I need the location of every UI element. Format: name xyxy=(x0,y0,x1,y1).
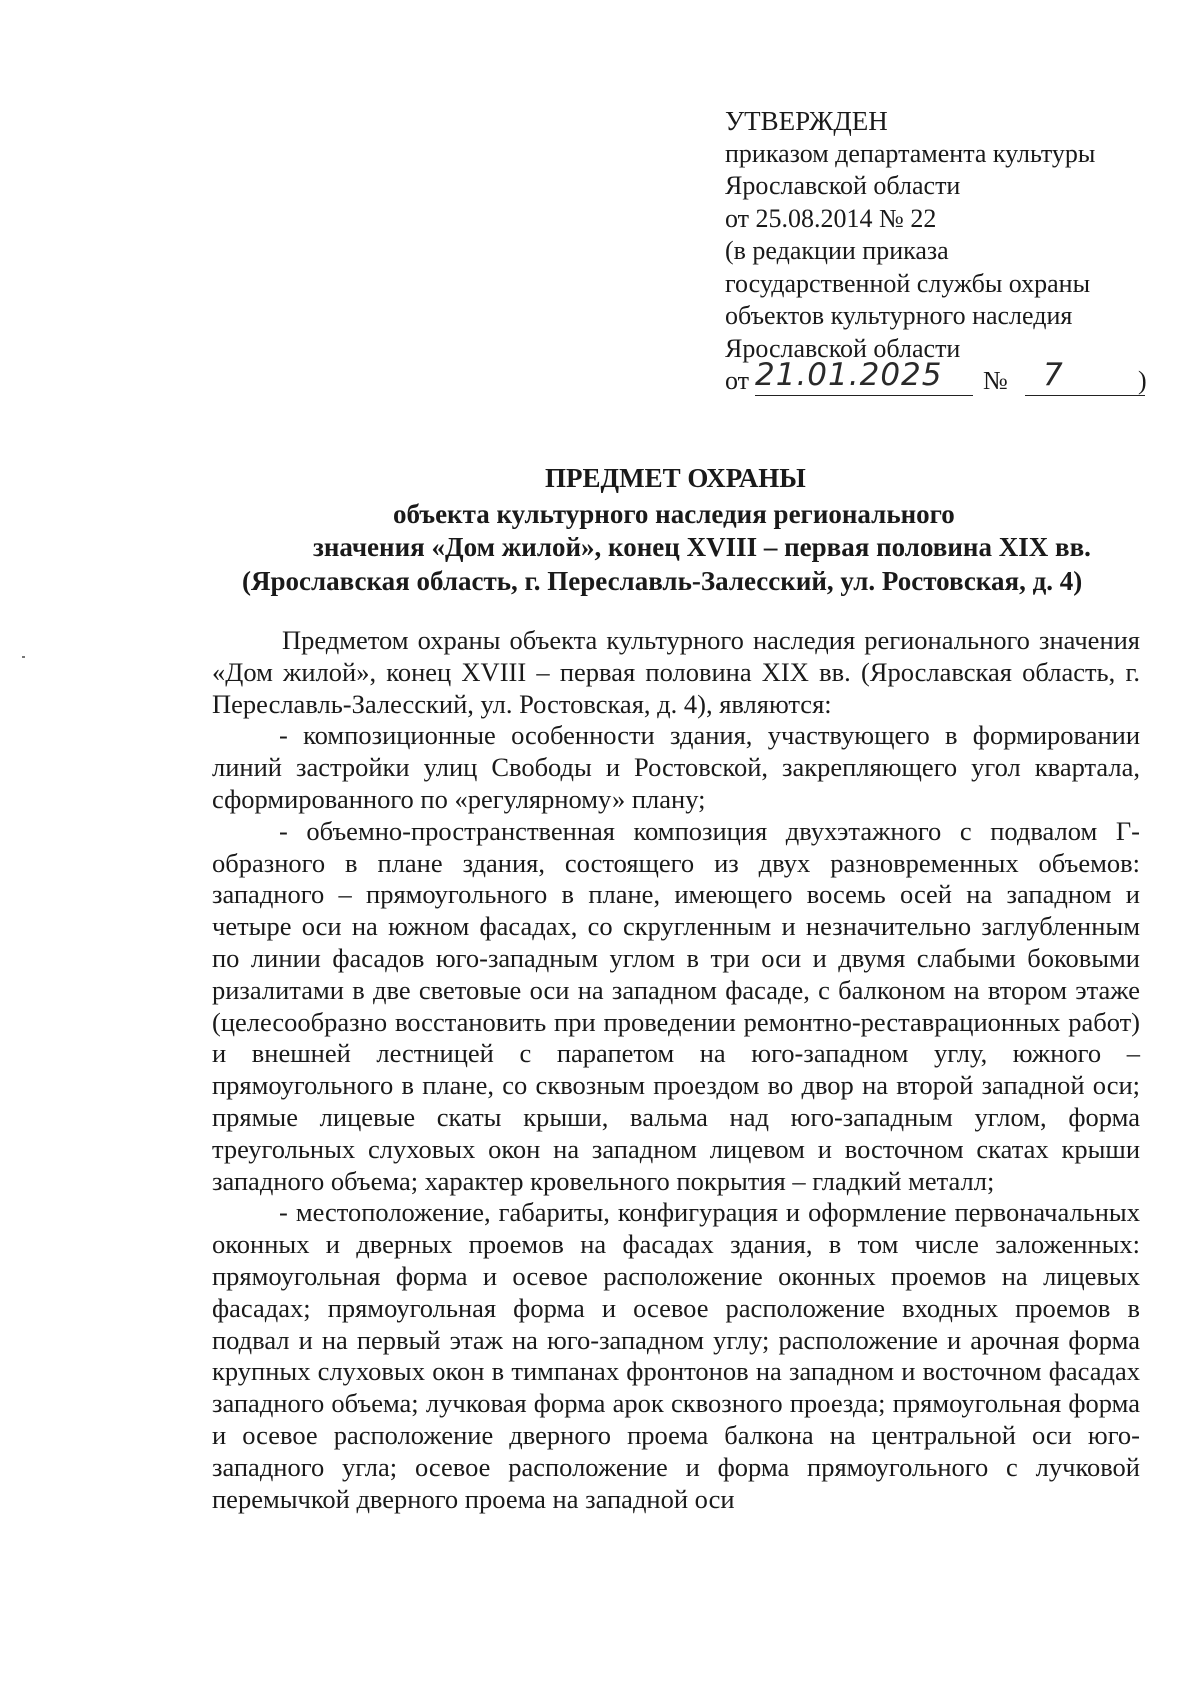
document-body xyxy=(212,625,1140,1515)
approval-line: Ярославской области xyxy=(725,333,961,363)
list-item: - композиционные особенности здания, участвующего в формировании линий застройки улиц Свободы и Ростовской, закрепляющего угол квартала, сформированного по «регулярному» плану; xyxy=(212,720,1140,814)
document-title: ПРЕДМЕТ ОХРАНЫ xyxy=(545,463,806,493)
approval-line: Ярославской области xyxy=(725,171,961,200)
title-line-3: (Ярославская область, г. Переславль-Залесский, ул. Ростовская, д. 4) xyxy=(242,566,1083,596)
number-label: № xyxy=(983,366,1008,395)
title-line-1: объекта культурного наследия регионального xyxy=(393,499,955,529)
approval-line: приказом департамента культуры xyxy=(725,138,1096,168)
approval-line: (в редакции приказа xyxy=(725,236,949,265)
handwritten-number: 7 xyxy=(1043,357,1064,393)
approval-line: государственной службы охраны xyxy=(725,268,1091,298)
approval-line: объектов культурного наследия xyxy=(725,301,1073,330)
intro-paragraph: Предметом охраны объекта культурного наследия регионального значения «Дом жилой», конец XVIII – первая половина XIX вв. (Ярославская область, г. Переславль-Залесский, ул. Ростовская, д. 4), являются: xyxy=(212,625,1140,719)
list-item: - объемно-пространственная композиция двухэтажного с подвалом Г-образного в плане здания, состоящего из двух разновременных объемов: западного – прямоугольного в плане, имеющего восемь осей на западном и четыре оси на южном фасадах, со скругленным и незначительно заглубленным по линии фасадов юго-западным углом в три оси и двумя слабыми боковыми ризалитами в две световые оси на западном фасаде, с балконом на втором этаже (целесообразно восстановить при проведении ремонтно-реставрационных работ) и внешней лестницей с парапетом на юго-западном углу, южного – прямоугольного в плане, со сквозным проездом во двор на второй западной оси; прямые лицевые скаты крыши, вальма над юго-западным углом, форма треугольных слуховых окон на западном лицевом и восточном скатах крыши западного объема; характер кровельного покрытия – гладкий металл; xyxy=(212,815,1140,1196)
closing-paren: ) xyxy=(1138,366,1147,395)
approval-stamp-block xyxy=(725,105,1165,399)
approval-date-number-line xyxy=(725,357,1165,399)
list-item: - местоположение, габариты, конфигурация и оформление первоначальных оконных и дверных проемов на фасадах здания, в том числе заложенных: прямоугольная форма и осевое расположение оконных проемов на лицевых фасадах; прямоугольная форма и осевое расположение входных проемов в подвал и на первый этаж на юго-западном углу; расположение и арочная форма крупных слуховых окон в тимпанах фронтонов на западном и восточном фасадах западного объема; лучковая форма арок сквозного проезда; прямоугольная форма и осевое расположение дверного проема балкона на центральной оси юго-западного угла; осевое расположение и форма прямоугольного с лучковой перемычкой дверного проема на западной оси xyxy=(212,1197,1140,1514)
date-prefix: от xyxy=(725,366,750,395)
number-blank-line xyxy=(1025,395,1145,396)
handwritten-date: 21.01.2025 xyxy=(755,357,943,393)
approval-heading: УТВЕРЖДЕН xyxy=(725,106,888,136)
approval-line: от 25.08.2014 № 22 xyxy=(725,203,937,233)
margin-speck xyxy=(22,656,25,658)
title-line-2: значения «Дом жилой», конец XVIII – первая половина XIX вв. xyxy=(313,532,1091,562)
date-blank-line xyxy=(755,395,973,396)
